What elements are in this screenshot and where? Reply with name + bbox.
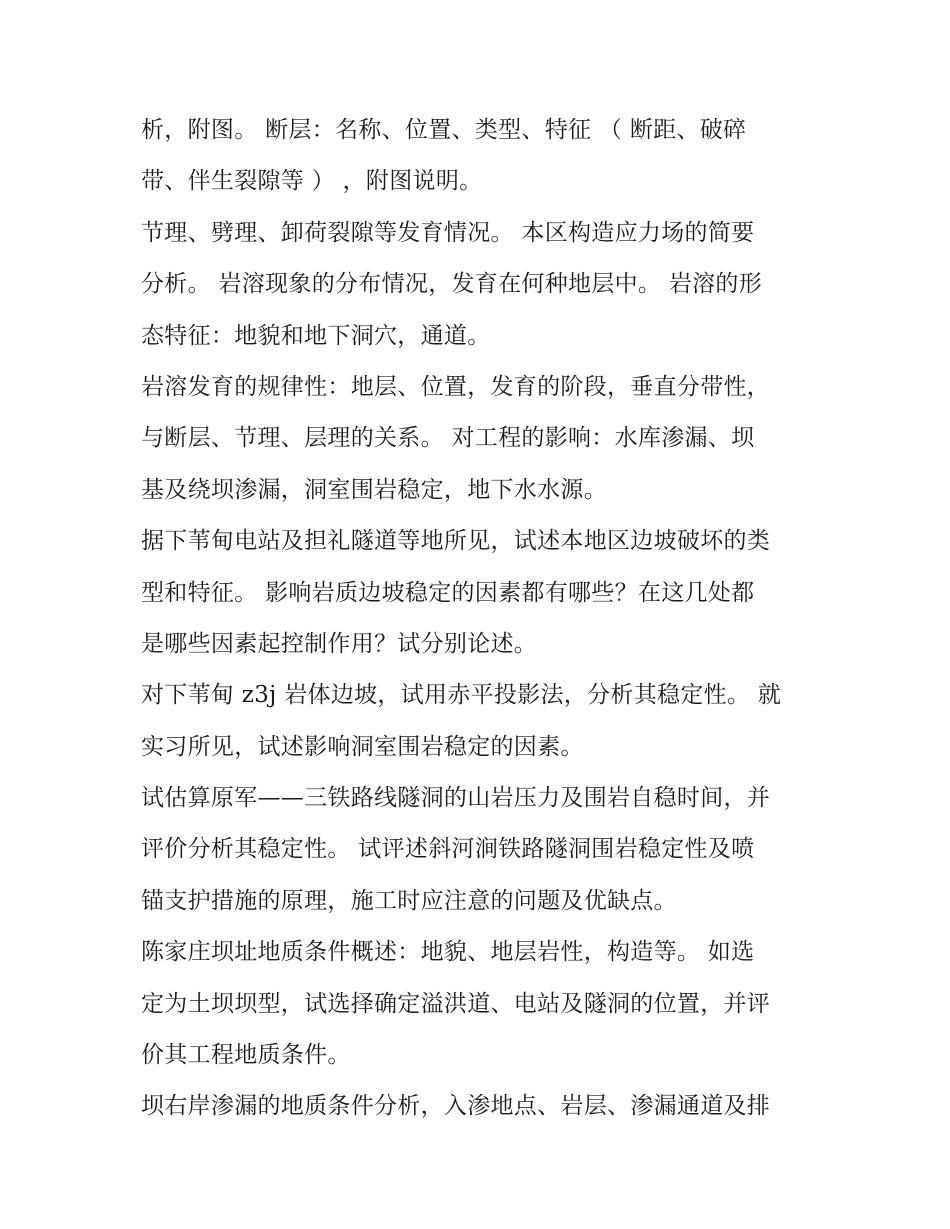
text-line: 陈家庄坝址地质条件概述：地貌、地层岩性，构造等。 如选	[141, 939, 755, 966]
text-line: 定为土坝坝型，试选择确定溢洪道、电站及隧洞的位置，并评	[141, 990, 771, 1017]
body-text	[141, 105, 831, 1133]
text-line: 分析。 岩溶现象的分布情况，发育在何种地层中。 岩溶的形	[141, 271, 763, 298]
text-line: 析，附图。 断层：名称、位置、类型、特征 （ 断距、破碎	[141, 117, 747, 143]
text-line: 节理、劈理、卸荷裂隙等发育情况。 本区构造应力场的简要	[141, 219, 755, 246]
text-line: 基及绕坝渗漏，洞室围岩稳定，地下水水源。	[141, 476, 607, 503]
text-line: 锚支护措施的原理，施工时应注意的问题及优缺点。	[141, 887, 677, 914]
text-line: 实习所见，试述影响洞室围岩稳定的因素。	[141, 733, 584, 760]
text-line: 态特征：地貌和地下洞穴，通道。	[141, 322, 491, 349]
text-line: 是哪些因素起控制作用？试分别论述。	[141, 630, 538, 657]
text-line: 据下苇甸电站及担礼隧道等地所见，试述本地区边坡破坏的类	[141, 528, 771, 555]
text-line: 价其工程地质条件。	[141, 1042, 351, 1069]
text-line: 与断层、节理、层理的关系。 对工程的影响：水库渗漏、坝	[141, 425, 755, 452]
text-line: 带、伴生裂隙等 ） ，附图说明。	[141, 168, 483, 195]
text-line: 试估算原军——三铁路线隧洞的山岩压力及围岩自稳时间，并	[141, 785, 771, 812]
text-line: 坝右岸渗漏的地质条件分析，入渗地点、岩层、渗漏通道及排	[141, 1093, 771, 1120]
text-line: 评价分析其稳定性。 试评述斜河涧铁路隧洞围岩稳定性及喷	[141, 836, 755, 863]
text-line: 岩溶发育的规律性：地层、位置，发育的阶段，垂直分带性，	[141, 373, 771, 400]
text-line: 型和特征。 影响岩质边坡稳定的因素都有哪些？在这几处都	[141, 579, 755, 606]
text-line: 对下苇甸 z3j 岩体边坡，试用赤平投影法，分析其稳定性。 就	[141, 682, 782, 709]
